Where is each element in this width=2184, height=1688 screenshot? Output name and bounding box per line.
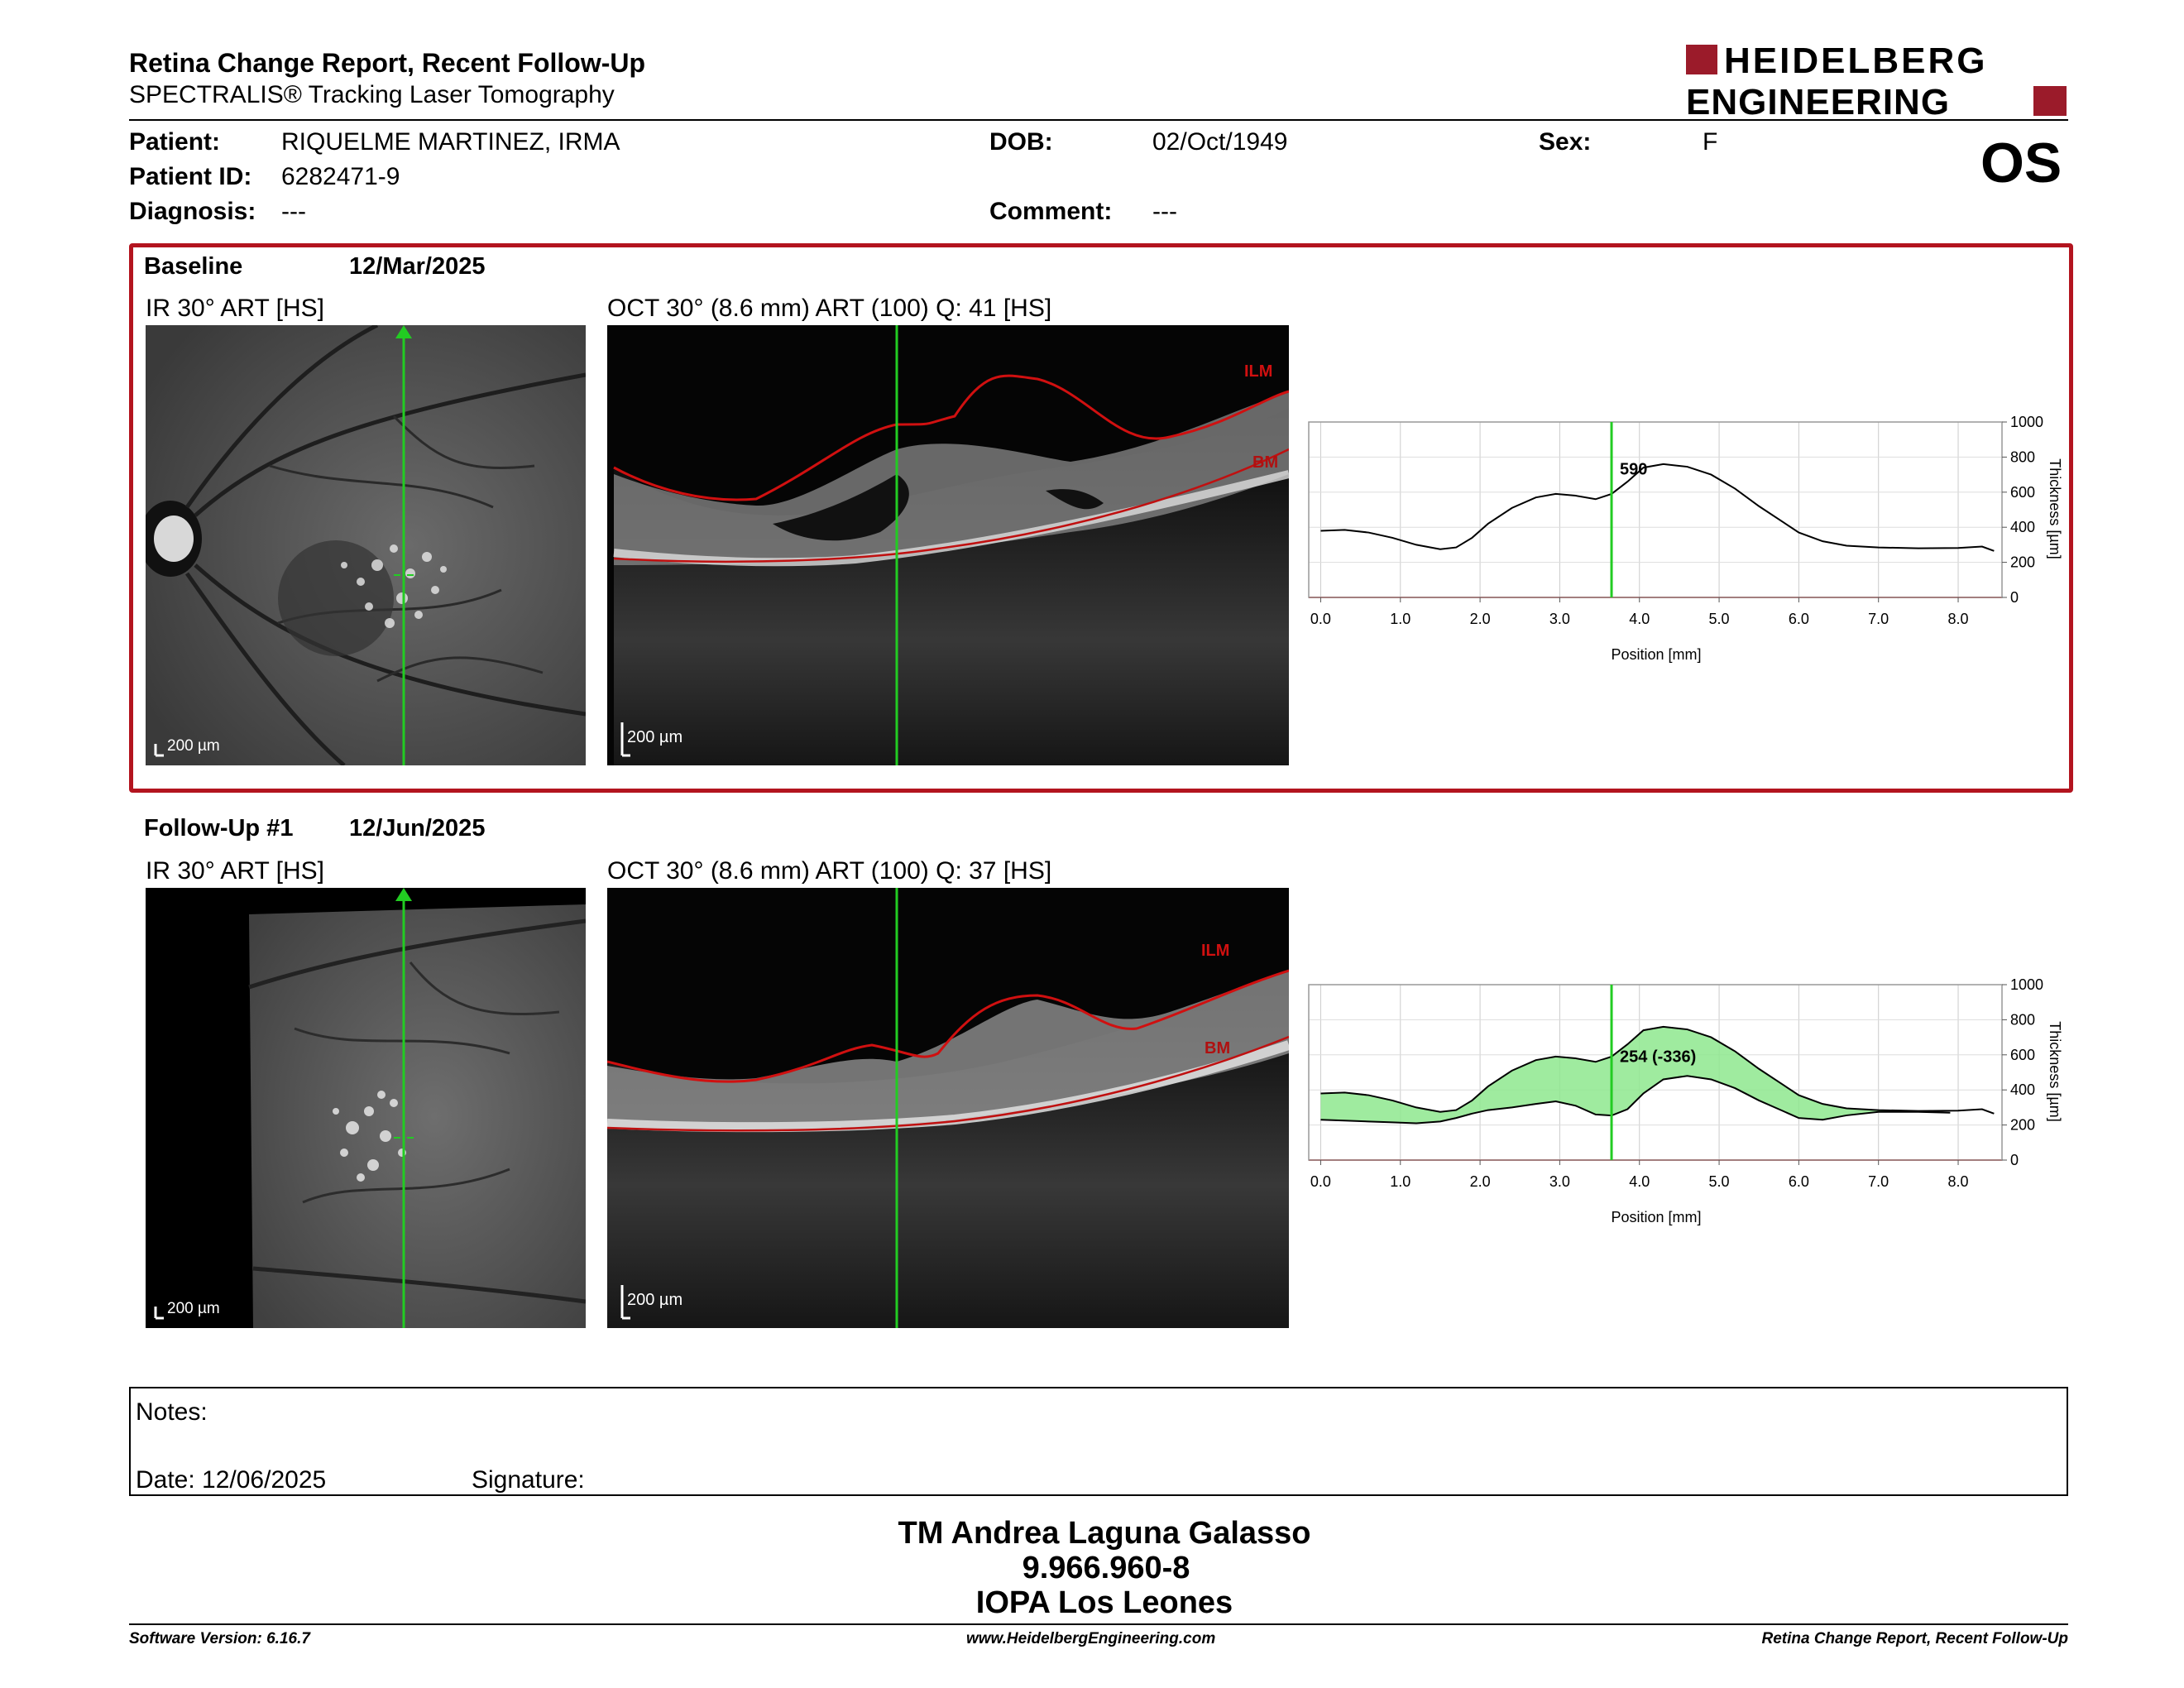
report-title: Retina Change Report, Recent Follow-Up [129, 48, 646, 78]
baseline-ilm-label: ILM [1244, 362, 1273, 381]
followup-label: Follow-Up #1 [144, 815, 294, 842]
y-tick-label: 0 [2010, 1152, 2019, 1168]
baseline-thickness-line [1320, 464, 1994, 551]
followup-ilm-label: ILM [1201, 942, 1230, 960]
y-tick-label: 400 [2010, 1081, 2036, 1099]
baseline-oct-scale: 200 µm [627, 728, 683, 746]
x-tick-label: 0.0 [1310, 611, 1331, 627]
y-tick-label: 800 [2010, 1011, 2036, 1029]
heidelberg-logo [1686, 45, 2067, 117]
notes-label: Notes: [136, 1398, 208, 1426]
x-tick-label: 8.0 [1947, 1173, 1969, 1190]
logo-line2: ENGINEERING [1686, 82, 1951, 117]
followup-oct-scale: 200 µm [627, 1291, 683, 1309]
x-tick-label: 5.0 [1708, 1173, 1730, 1190]
followup-date: 12/Jun/2025 [349, 815, 486, 842]
followup-oct-image[interactable] [607, 888, 1289, 1328]
followup-thickness-chart [1299, 968, 2076, 1241]
x-tick-label: 5.0 [1708, 611, 1730, 627]
x-tick-label: 4.0 [1629, 1173, 1650, 1190]
y-tick-label: 600 [2010, 483, 2036, 501]
baseline-ir-image[interactable] [146, 325, 586, 765]
signer-name: TM Andrea Laguna Galasso [898, 1516, 1311, 1551]
y-tick-label: 1000 [2010, 976, 2044, 993]
x-tick-label: 7.0 [1868, 611, 1889, 627]
baseline-thickness-value: 590 [1620, 460, 1648, 479]
x-tick-label: 0.0 [1310, 1173, 1331, 1190]
signer-id: 9.966.960-8 [1022, 1551, 1190, 1585]
software-version: Software Version: 6.16.7 [129, 1630, 310, 1647]
baseline-label: Baseline [144, 253, 243, 280]
signature-field[interactable]: Signature: [472, 1466, 585, 1494]
y-tick-label: 200 [2010, 1116, 2036, 1134]
patient-id: 6282471-9 [281, 163, 400, 190]
y-tick-label: 400 [2010, 519, 2036, 536]
dob-value: 02/Oct/1949 [1152, 128, 1288, 156]
baseline-y-axis-label: Thickness [µm] [2047, 458, 2063, 559]
diagnosis-label: Diagnosis: [129, 198, 256, 225]
baseline-oct-caption: OCT 30° (8.6 mm) ART (100) Q: 41 [HS] [607, 295, 1052, 322]
baseline-x-axis-label: Position [mm] [1611, 646, 1702, 663]
logo-line1: HEIDELBERG [1724, 45, 1988, 81]
followup-ir-image[interactable] [146, 888, 586, 1328]
website-link[interactable]: www.HeidelbergEngineering.com [966, 1630, 1216, 1647]
x-tick-label: 1.0 [1390, 1173, 1411, 1190]
baseline-thickness-chart [1299, 405, 2076, 679]
patient-id-label: Patient ID: [129, 163, 252, 190]
footer-divider [129, 1623, 2068, 1625]
patient-label: Patient: [129, 128, 221, 156]
x-tick-label: 2.0 [1469, 1173, 1491, 1190]
followup-y-axis-label: Thickness [µm] [2047, 1021, 2063, 1122]
x-tick-label: 7.0 [1868, 1173, 1889, 1190]
date-field: Date: 12/06/2025 [136, 1466, 327, 1494]
x-tick-label: 1.0 [1390, 611, 1411, 627]
footer-report-title: Retina Change Report, Recent Follow-Up [1761, 1630, 2068, 1647]
comment-value: --- [1152, 198, 1177, 225]
y-tick-label: 200 [2010, 554, 2036, 571]
eye-indicator: OS [1980, 132, 2062, 194]
baseline-ir-scale: 200 µm [167, 737, 220, 755]
baseline-date: 12/Mar/2025 [349, 253, 486, 280]
x-tick-label: 4.0 [1629, 611, 1650, 627]
notes-box [129, 1387, 2068, 1496]
x-tick-label: 6.0 [1788, 611, 1809, 627]
followup-oct-caption: OCT 30° (8.6 mm) ART (100) Q: 37 [HS] [607, 857, 1052, 885]
dob-label: DOB: [989, 128, 1053, 156]
y-tick-label: 600 [2010, 1046, 2036, 1063]
x-tick-label: 3.0 [1549, 1173, 1570, 1190]
baseline-bm-label: BM [1252, 453, 1279, 472]
followup-ir-scale: 200 µm [167, 1300, 220, 1317]
x-tick-label: 3.0 [1549, 611, 1570, 627]
sex-value: F [1703, 128, 1718, 156]
followup-x-axis-label: Position [mm] [1611, 1209, 1702, 1225]
diagnosis-value: --- [281, 198, 306, 225]
y-tick-label: 1000 [2010, 414, 2044, 430]
y-tick-label: 0 [2010, 589, 2019, 606]
sex-label: Sex: [1539, 128, 1592, 156]
comment-label: Comment: [989, 198, 1113, 225]
x-tick-label: 8.0 [1947, 611, 1969, 627]
y-tick-label: 800 [2010, 448, 2036, 466]
followup-bm-label: BM [1205, 1039, 1231, 1057]
patient-name: RIQUELME MARTINEZ, IRMA [281, 128, 620, 156]
baseline-oct-image[interactable] [607, 325, 1289, 765]
followup-ir-caption: IR 30° ART [HS] [146, 857, 324, 885]
signer-institution: IOPA Los Leones [975, 1585, 1233, 1620]
report-subtitle: SPECTRALIS® Tracking Laser Tomography [129, 81, 615, 108]
header-divider [129, 119, 2068, 121]
x-tick-label: 6.0 [1788, 1173, 1809, 1190]
baseline-ir-caption: IR 30° ART [HS] [146, 295, 324, 322]
x-tick-label: 2.0 [1469, 611, 1491, 627]
followup-thickness-value: 254 (-336) [1620, 1048, 1697, 1067]
